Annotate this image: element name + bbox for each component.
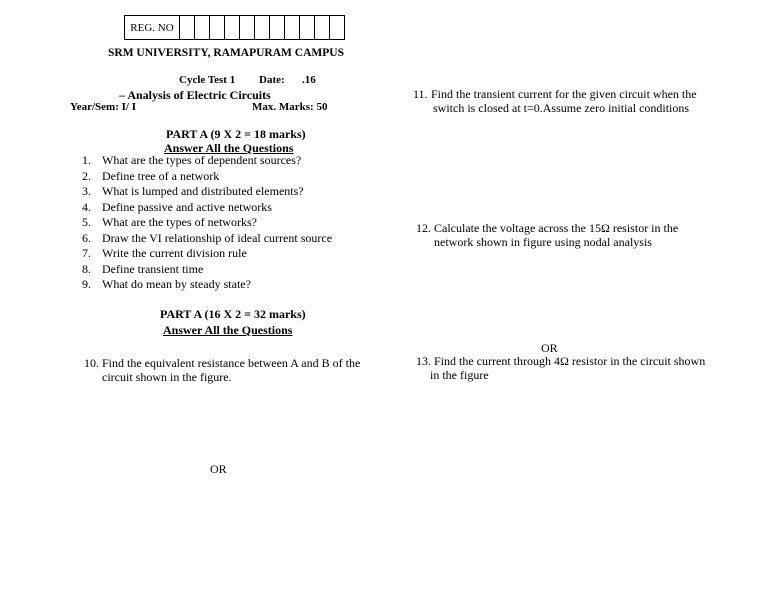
date-label: Date: xyxy=(259,74,285,86)
question-text: in the figure xyxy=(430,368,489,382)
question-text: Find the transient current for the given circuit when the xyxy=(431,87,697,101)
list-item xyxy=(79,246,332,262)
reg-no-box xyxy=(285,16,300,40)
question-number: 7. xyxy=(82,246,91,260)
question-text: Calculate the voltage across the 15Ω resistor in the xyxy=(434,221,679,235)
question-text: Define transient time xyxy=(102,261,204,276)
list-item xyxy=(79,200,332,216)
reg-no-box xyxy=(315,16,330,40)
question-text: Draw the VI relationship of ideal current source xyxy=(102,230,333,245)
list-item xyxy=(79,277,332,293)
question-number: 8. xyxy=(82,261,91,276)
list-item xyxy=(79,153,332,169)
question-13 xyxy=(416,354,705,382)
date-value: .16 xyxy=(302,74,316,86)
question-text: What are the types of dependent sources? xyxy=(102,153,302,167)
question-text: Write the current division rule xyxy=(102,246,247,260)
max-marks: Max. Marks: 50 xyxy=(252,101,328,113)
question-12 xyxy=(416,221,678,249)
question-text: What do mean by steady state? xyxy=(102,277,251,291)
question-number: 4. xyxy=(82,199,91,214)
question-text: network shown in figure using nodal analysis xyxy=(434,235,652,249)
reg-no-box xyxy=(270,16,285,40)
reg-no-box xyxy=(300,16,315,40)
university-name: SRM UNIVERSITY, RAMAPURAM CAMPUS xyxy=(108,47,344,59)
question-text: Define passive and active networks xyxy=(102,199,272,214)
list-item xyxy=(79,184,332,200)
year-sem: Year/Sem: I/ I xyxy=(70,101,136,113)
question-text: switch is closed at t=0.Assume zero initial conditions xyxy=(433,101,690,115)
question-text: Find the current through 4Ω resistor in the circuit shown xyxy=(434,354,706,368)
question-text: What are the types of networks? xyxy=(102,215,257,229)
question-number: 13. xyxy=(416,354,431,368)
question-10 xyxy=(84,356,360,384)
reg-no-box xyxy=(255,16,270,40)
question-number: 6. xyxy=(82,230,91,245)
reg-no-box xyxy=(195,16,210,40)
question-text: circuit shown in the figure. xyxy=(102,370,232,384)
reg-no-box xyxy=(330,16,345,40)
reg-no-box xyxy=(225,16,240,40)
question-number: 12. xyxy=(416,221,431,235)
part-b-instruction: Answer All the Questions xyxy=(163,323,293,337)
part-a-title: PART A (9 X 2 = 18 marks) xyxy=(166,127,306,141)
reg-no-box xyxy=(180,16,195,40)
list-item xyxy=(79,231,332,247)
reg-no-box xyxy=(210,16,225,40)
question-number: 1. xyxy=(82,153,91,167)
or-separator: OR xyxy=(210,462,227,476)
reg-no-table xyxy=(124,15,345,40)
course-title: – Analysis of Electric Circuits xyxy=(119,88,271,102)
reg-no-label: REG. NO xyxy=(125,16,180,40)
question-text: Find the equivalent resistance between A and B of the xyxy=(102,356,361,370)
part-a-question-list xyxy=(79,153,332,293)
question-text: Define tree of a network xyxy=(102,168,220,183)
question-number: 2. xyxy=(82,168,91,183)
list-item xyxy=(79,215,332,231)
list-item xyxy=(79,262,332,278)
question-number: 11. xyxy=(413,87,428,101)
part-b-title: PART A (16 X 2 = 32 marks) xyxy=(160,307,306,321)
part-a-instruction: Answer All the Questions xyxy=(164,141,294,155)
or-separator: OR xyxy=(541,341,558,355)
question-number: 5. xyxy=(82,215,91,229)
question-text: What is lumped and distributed elements? xyxy=(102,184,304,198)
question-11 xyxy=(413,87,697,115)
question-number: 10. xyxy=(84,356,99,370)
reg-no-box xyxy=(240,16,255,40)
list-item xyxy=(79,169,332,185)
question-number: 3. xyxy=(82,184,91,198)
question-number: 9. xyxy=(82,277,91,291)
test-name: Cycle Test 1 xyxy=(179,74,236,86)
